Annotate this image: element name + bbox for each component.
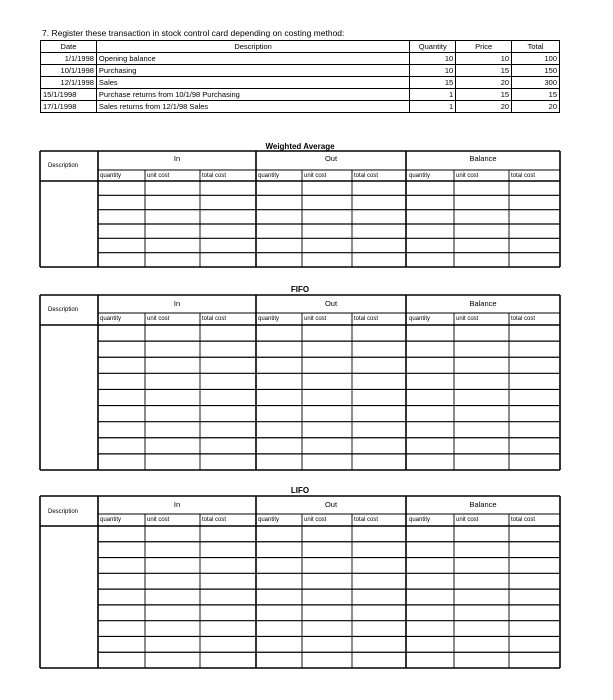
column-label: unit cost — [147, 173, 170, 179]
column-label: quantity — [409, 517, 431, 523]
column-label: total cost — [511, 316, 536, 322]
quantity-cell: 15 — [410, 77, 456, 89]
quantity-cell: 1 — [410, 101, 456, 113]
column-label: quantity — [409, 173, 431, 179]
column-label: quantity — [258, 316, 280, 322]
price-cell: 20 — [456, 77, 512, 89]
column-label: unit cost — [147, 517, 170, 523]
description-cell: Opening balance — [96, 53, 409, 65]
column-label: total cost — [202, 173, 227, 179]
price-cell: 15 — [456, 65, 512, 77]
total-cell: 100 — [512, 53, 560, 65]
date-cell: 12/1/1998 — [41, 77, 97, 89]
quantity-cell: 10 — [410, 53, 456, 65]
column-label: quantity — [258, 173, 280, 179]
price-cell: 10 — [456, 53, 512, 65]
in-header: In — [173, 154, 181, 163]
column-label: quantity — [409, 316, 431, 322]
column-label: quantity — [100, 173, 122, 179]
column-label: unit cost — [304, 173, 327, 179]
column-label: total cost — [511, 173, 536, 179]
description-cell: Sales — [96, 77, 409, 89]
column-label: unit cost — [304, 517, 327, 523]
card-title: FIFO — [290, 285, 310, 294]
column-label: unit cost — [304, 316, 327, 322]
column-label: unit cost — [456, 517, 479, 523]
date-cell: 15/1/1998 — [41, 89, 97, 101]
total-cell: 20 — [512, 101, 560, 113]
out-header: Out — [324, 154, 338, 163]
balance-header: Balance — [469, 154, 497, 163]
column-label: total cost — [202, 316, 227, 322]
date-header: Date — [41, 41, 97, 53]
description-header: Description — [48, 163, 79, 169]
column-label: quantity — [100, 316, 122, 322]
column-label: quantity — [100, 517, 122, 523]
column-label: unit cost — [147, 316, 170, 322]
balance-header: Balance — [469, 500, 497, 509]
column-label: quantity — [258, 517, 280, 523]
column-label: total cost — [354, 173, 379, 179]
total-cell: 300 — [512, 77, 560, 89]
column-label: total cost — [511, 517, 536, 523]
description-cell: Sales returns from 12/1/98 Sales — [96, 101, 409, 113]
out-header: Out — [324, 500, 338, 509]
out-header: Out — [324, 299, 338, 308]
date-cell: 17/1/1998 — [41, 101, 97, 113]
card-title: Weighted Average — [265, 142, 335, 151]
column-label: total cost — [354, 517, 379, 523]
total-header: Total — [512, 41, 560, 53]
in-header: In — [173, 299, 181, 308]
column-label: total cost — [202, 517, 227, 523]
description-cell: Purchasing — [96, 65, 409, 77]
total-cell: 150 — [512, 65, 560, 77]
price-cell: 20 — [456, 101, 512, 113]
column-label: unit cost — [456, 316, 479, 322]
description-header: Description — [48, 509, 79, 515]
quantity-header: Quantity — [410, 41, 456, 53]
column-label: total cost — [354, 316, 379, 322]
column-label: unit cost — [456, 173, 479, 179]
date-cell: 1/1/1998 — [41, 53, 97, 65]
total-cell: 15 — [512, 89, 560, 101]
description-header: Description — [96, 41, 409, 53]
description-header: Description — [48, 307, 79, 313]
description-cell: Purchase returns from 10/1/98 Purchasing — [96, 89, 409, 101]
card-title: LIFO — [290, 486, 310, 495]
price-cell: 15 — [456, 89, 512, 101]
balance-header: Balance — [469, 299, 497, 308]
quantity-cell: 1 — [410, 89, 456, 101]
date-cell: 10/1/1998 — [41, 65, 97, 77]
price-header: Price — [456, 41, 512, 53]
in-header: In — [173, 500, 181, 509]
question-text: 7. Register these transaction in stock control card depending on costing method: — [42, 28, 345, 38]
quantity-cell: 10 — [410, 65, 456, 77]
